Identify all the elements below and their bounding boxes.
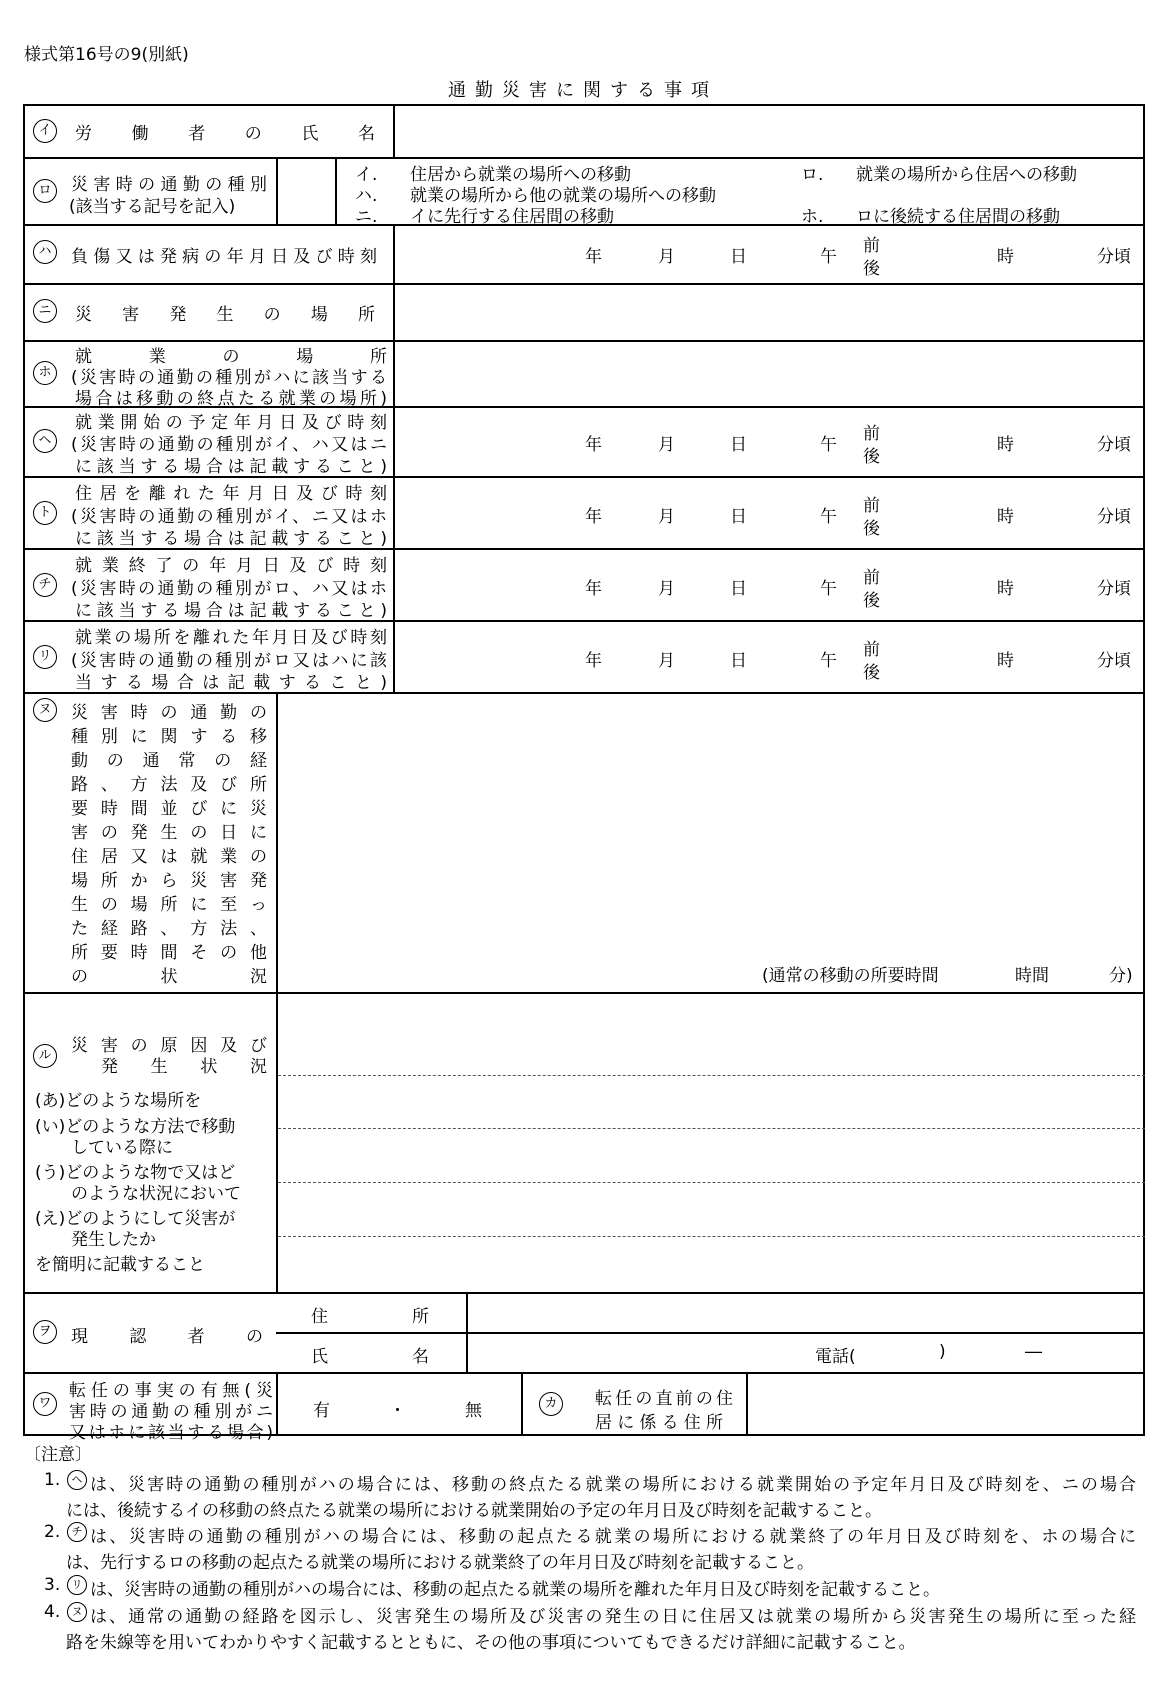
- row-to-mark: ト: [33, 501, 57, 525]
- row-nu-line: 災害時の通勤の: [71, 703, 267, 723]
- row-nu-line: の状況: [71, 967, 267, 987]
- row-wo-label: 現認者の: [71, 1327, 263, 1347]
- row-he-mark: ヘ: [33, 429, 57, 453]
- form-number: 様式第16号の9(別紙): [24, 45, 189, 65]
- witness-address-field[interactable]: [468, 1294, 1143, 1331]
- note-3-mark: リ: [67, 1575, 87, 1595]
- noon-label: 午: [820, 651, 837, 671]
- row-ri-mark: リ: [33, 645, 57, 669]
- row-wo-mark: ヲ: [33, 1320, 57, 1344]
- note-3-number: 3.: [44, 1575, 61, 1595]
- row-nu-line: 住居又は就業の: [71, 847, 267, 867]
- row-nu-line: 場所から災害発: [71, 871, 267, 891]
- note-1-line1: は、災害時の通勤の種別がハの場合には、移動の終点たる就業の場所における就業開始の予定年月日及び時刻を、ニの場合: [90, 1475, 1136, 1495]
- row-chi-line1: 就業終了の年月日及び時刻: [75, 556, 387, 576]
- row-nu-line: 生の場所に至っ: [71, 895, 267, 915]
- left-workplace-datetime-field[interactable]: [395, 622, 1143, 691]
- row-ho-line2: (災害時の通勤の種別がハに該当する: [71, 368, 387, 388]
- hour-label: 時: [997, 435, 1014, 455]
- row-nu-line: た経路、方法、: [71, 919, 267, 939]
- transfer-yes[interactable]: 有: [313, 1401, 330, 1421]
- transfer-separator: ・: [389, 1401, 406, 1421]
- phone-close: ): [939, 1342, 946, 1362]
- row-ru-mark: ル: [33, 1044, 57, 1068]
- row-ni-mark: ニ: [33, 299, 57, 323]
- year-label: 年: [585, 651, 602, 671]
- month-label: 月: [658, 651, 675, 671]
- note-2-line2: は、先行するロの移動の起点たる就業の場所における就業終了の年月日及び時刻を記載すること。: [66, 1553, 814, 1573]
- row-ka-line2: 居に係る住所: [595, 1413, 723, 1433]
- note-4-line2: 路を朱線等を用いてわかりやすく記載するとともに、その他の事項についてもできるだけ詳細に記載すること。: [66, 1633, 916, 1653]
- option-ho-key: ホ.: [801, 207, 824, 227]
- pm-label: 後: [863, 591, 880, 611]
- phone-number-field[interactable]: [1050, 1336, 1140, 1368]
- previous-address-field[interactable]: [748, 1374, 1143, 1435]
- am-label: 前: [863, 568, 880, 588]
- hour-label: 時: [997, 507, 1014, 527]
- phone-label: 電話(: [815, 1347, 856, 1367]
- note-4-line1: は、通常の通勤の経路を図示し、災害発生の場所及び災害の発生の日に住居又は就業の場所から災害発生の場所に至った経: [90, 1607, 1136, 1627]
- note-2-mark: チ: [67, 1522, 87, 1542]
- row-ru-item: (い)どのような方法で移動: [35, 1117, 236, 1137]
- year-label: 年: [585, 247, 602, 267]
- worker-name-field[interactable]: [395, 106, 1143, 156]
- row-nu-line: 所要時間その他: [71, 943, 267, 963]
- am-label: 前: [863, 424, 880, 444]
- am-label: 前: [863, 236, 880, 256]
- row-ru-item: (え)どのようにして災害が: [35, 1209, 236, 1229]
- accident-place-field[interactable]: [395, 285, 1143, 339]
- row-ho-line3: 場合は移動の終点たる就業の場所): [75, 389, 387, 409]
- row-to-line3: に該当する場合は記載すること): [75, 529, 387, 549]
- row-ru-item: (あ)どのような場所を: [35, 1091, 202, 1111]
- row-ri-line2: (災害時の通勤の種別がロ又はハに該: [71, 651, 387, 671]
- row-nu-line: 種別に関する移: [71, 727, 267, 747]
- day-label: 日: [730, 247, 747, 267]
- row-wa-line2: 害時の通勤の種別がニ: [69, 1402, 273, 1422]
- row-ru-head2: 発生状況: [101, 1057, 267, 1077]
- workplace-field[interactable]: [395, 342, 1143, 405]
- injury-datetime-field[interactable]: [395, 226, 1143, 282]
- pm-label: 後: [863, 519, 880, 539]
- row-nu-mark: ヌ: [33, 698, 57, 722]
- year-label: 年: [585, 435, 602, 455]
- row-ro-mark: ロ: [33, 179, 57, 203]
- row-ni-label: 災害発生の場所: [75, 305, 375, 325]
- row-chi-mark: チ: [33, 573, 57, 597]
- row-nu-line: 動の通常の経: [71, 751, 267, 771]
- row-ri-line1: 就業の場所を離れた年月日及び時刻: [75, 628, 387, 648]
- month-label: 月: [658, 247, 675, 267]
- row-nu-line: 害の発生の日に: [71, 823, 267, 843]
- option-ni-key: ニ.: [355, 207, 378, 227]
- day-label: 日: [730, 579, 747, 599]
- minute-label: 分頃: [1097, 247, 1131, 267]
- noon-label: 午: [820, 247, 837, 267]
- note-1-line2: には、後続するイの移動の終点たる就業の場所における就業開始の予定の年月日及び時刻を記載すること。: [66, 1501, 882, 1521]
- day-label: 日: [730, 507, 747, 527]
- pm-label: 後: [863, 259, 880, 279]
- route-time-hours: 時間: [1015, 966, 1049, 986]
- route-time-prefix: (通常の移動の所要時間: [762, 966, 939, 986]
- pm-label: 後: [863, 663, 880, 683]
- work-start-datetime-field[interactable]: [395, 408, 1143, 475]
- row-ru-item: している際に: [71, 1138, 173, 1158]
- option-ha-text: 就業の場所から他の就業の場所への移動: [410, 186, 716, 206]
- row-he-line1: 就業開始の予定年月日及び時刻: [75, 413, 387, 433]
- row-wa-line3: 又はホに該当する場合): [69, 1423, 273, 1443]
- row-ro-label-2: (該当する記号を記入): [69, 197, 236, 217]
- option-i-key: イ.: [355, 165, 378, 185]
- left-home-datetime-field[interactable]: [395, 478, 1143, 547]
- minute-label: 分頃: [1097, 507, 1131, 527]
- row-ho-mark: ホ: [33, 361, 57, 385]
- note-3-line1: は、災害時の通勤の種別がハの場合には、移動の起点たる就業の場所を離れた年月日及び時刻を記載すること。: [90, 1580, 940, 1600]
- noon-label: 午: [820, 579, 837, 599]
- month-label: 月: [658, 507, 675, 527]
- route-time-minutes: 分): [1109, 966, 1133, 986]
- row-to-line1: 住居を離れた年月日及び時刻: [75, 484, 387, 504]
- minute-label: 分頃: [1097, 579, 1131, 599]
- row-chi-line3: に該当する場合は記載すること): [75, 601, 387, 621]
- option-ro-text: 就業の場所から住居への移動: [856, 165, 1077, 185]
- month-label: 月: [658, 435, 675, 455]
- row-nu-line: 要時間並びに災: [71, 799, 267, 819]
- note-2-line1: は、災害時の通勤の種別がハの場合には、移動の起点たる就業の場所における就業終了の年月日及び時刻を、ホの場合に: [90, 1527, 1136, 1547]
- work-end-datetime-field[interactable]: [395, 550, 1143, 619]
- row-he-line3: に該当する場合は記載すること): [75, 457, 387, 477]
- note-1-mark: ヘ: [67, 1470, 87, 1490]
- row-ru-item: 発生したか: [71, 1230, 156, 1250]
- row-ha-mark: ハ: [33, 240, 57, 264]
- year-label: 年: [585, 507, 602, 527]
- month-label: 月: [658, 579, 675, 599]
- row-ka-mark: カ: [539, 1392, 563, 1416]
- row-ru-head1: 災害の原因及び: [71, 1036, 267, 1056]
- hour-label: 時: [997, 651, 1014, 671]
- noon-label: 午: [820, 507, 837, 527]
- row-ha-label: 負傷又は発病の年月日及び時刻: [71, 247, 377, 267]
- option-ho-text: ロに後続する住居間の移動: [856, 207, 1060, 227]
- row-ru-item: (う)どのような物で又はど: [35, 1163, 236, 1183]
- commute-route-field[interactable]: [278, 694, 1143, 991]
- day-label: 日: [730, 651, 747, 671]
- row-ru-item: のような状況において: [71, 1184, 241, 1204]
- form-sheet: [23, 104, 1145, 1443]
- day-label: 日: [730, 435, 747, 455]
- form-title: 通勤災害に関する事項: [448, 80, 718, 101]
- minute-label: 分頃: [1097, 651, 1131, 671]
- row-nu-line: 路、方法及び所: [71, 775, 267, 795]
- phone-area-field[interactable]: [880, 1336, 970, 1368]
- row-he-line2: (災害時の通勤の種別がイ、ハ又はニ: [71, 435, 387, 455]
- pm-label: 後: [863, 447, 880, 467]
- am-label: 前: [863, 640, 880, 660]
- row-ka-line1: 転任の直前の住: [595, 1389, 733, 1409]
- note-4-mark: ヌ: [67, 1602, 87, 1622]
- row-chi-line2: (災害時の通勤の種別がロ、ハ又はホ: [71, 579, 387, 599]
- row-ri-line3: 当する場合は記載すること): [75, 673, 387, 693]
- row-ho-line1: 就業の場所: [75, 347, 387, 367]
- row-to-line2: (災害時の通勤の種別がイ、ニ又はホ: [71, 507, 387, 527]
- witness-name-field[interactable]: [468, 1334, 798, 1371]
- witness-address-label: 住所: [311, 1307, 429, 1327]
- am-label: 前: [863, 496, 880, 516]
- note-1-number: 1.: [44, 1470, 61, 1490]
- row-i-label: 労働者の氏名: [75, 124, 375, 144]
- notes-heading: 〔注意〕: [24, 1445, 92, 1465]
- witness-name-label: 氏名: [311, 1347, 429, 1367]
- row-wa-line1: 転任の事実の有無(災: [69, 1381, 273, 1401]
- hour-label: 時: [997, 579, 1014, 599]
- transfer-no[interactable]: 無: [465, 1401, 482, 1421]
- year-label: 年: [585, 579, 602, 599]
- commute-type-field[interactable]: [278, 159, 334, 223]
- hour-label: 時: [997, 247, 1014, 267]
- option-i-text: 住居から就業の場所への移動: [410, 165, 631, 185]
- row-i-mark: イ: [33, 119, 57, 143]
- option-ha-key: ハ.: [355, 186, 378, 206]
- phone-dash: ―: [1025, 1342, 1042, 1362]
- row-ru-item: を簡明に記載すること: [35, 1255, 205, 1275]
- row-ro-label-1: 災害時の通勤の種別: [71, 175, 267, 195]
- row-wa-mark: ワ: [33, 1392, 57, 1416]
- minute-label: 分頃: [1097, 435, 1131, 455]
- accident-cause-field[interactable]: [278, 994, 1143, 1291]
- note-2-number: 2.: [44, 1522, 61, 1542]
- option-ro-key: ロ.: [801, 165, 824, 185]
- note-4-number: 4.: [44, 1602, 61, 1622]
- noon-label: 午: [820, 435, 837, 455]
- option-ni-text: イに先行する住居間の移動: [410, 207, 614, 227]
